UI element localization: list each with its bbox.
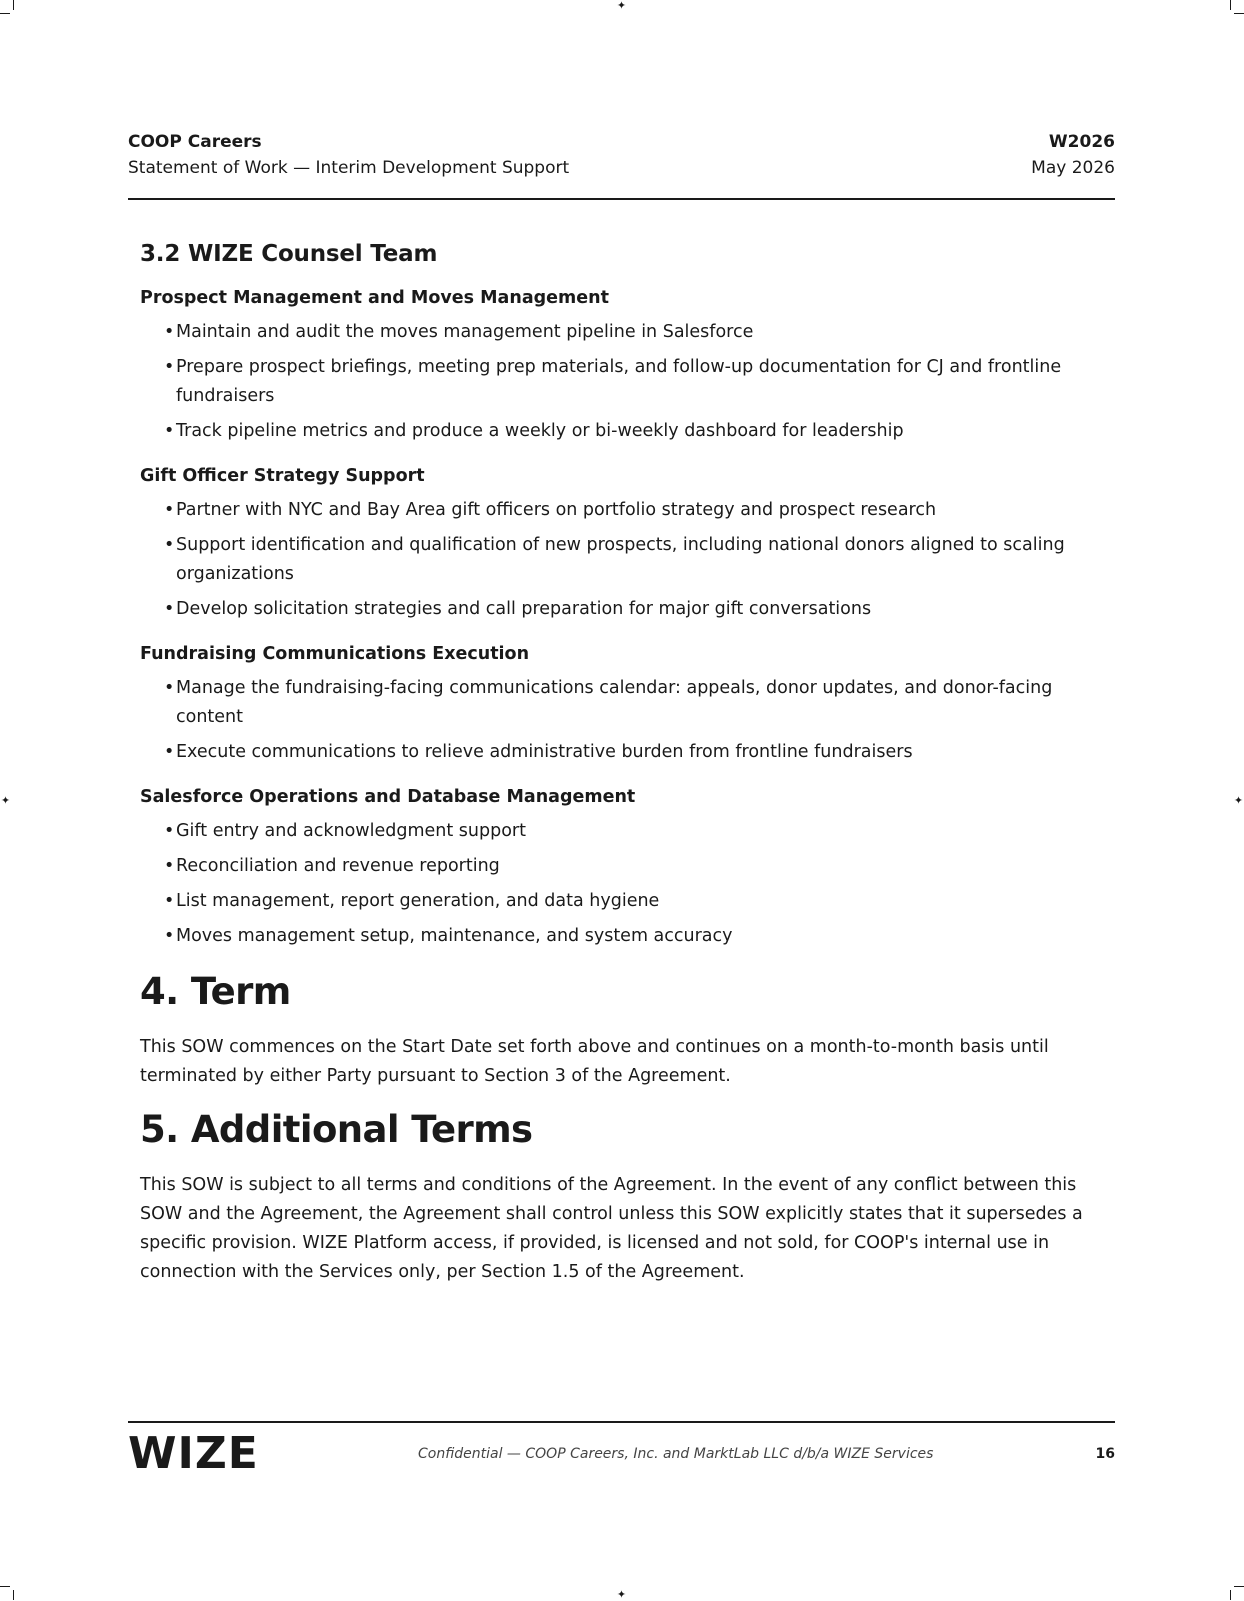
- responsibility-group: [140, 785, 1100, 951]
- header-divider: [128, 198, 1115, 200]
- bullet-list: [140, 318, 1100, 446]
- footer-divider: [128, 1421, 1115, 1423]
- list-item: • Support identification and qualification of new prospects, including national donors aligned to scaling organizations: [164, 531, 1100, 589]
- list-item: • List management, report generation, and data hygiene: [164, 887, 1100, 916]
- registration-mark-icon: ✦: [0, 794, 11, 807]
- list-item: • Moves management setup, maintenance, and system accuracy: [164, 922, 1100, 951]
- group-title: Gift Officer Strategy Support: [140, 466, 425, 486]
- confidentiality-note: Confidential — COOP Careers, Inc. and MarktLab LLC d/b/a WIZE Services: [418, 1446, 934, 1462]
- list-item: • Manage the fundraising-facing communications calendar: appeals, donor updates, and donor-facing content: [164, 674, 1100, 732]
- document-subtitle: Statement of Work — Interim Development Support: [128, 158, 570, 178]
- crop-mark: [0, 1586, 10, 1587]
- list-item: • Partner with NYC and Bay Area gift officers on portfolio strategy and prospect research: [164, 496, 1100, 525]
- bullet-list: [140, 817, 1100, 951]
- responsibility-group: [140, 286, 1100, 446]
- crop-mark: [1230, 0, 1231, 10]
- bullet-list: [140, 674, 1100, 767]
- crop-mark: [1230, 1590, 1231, 1600]
- crop-mark: [13, 1590, 14, 1600]
- header-left: [128, 131, 569, 180]
- registration-mark-icon: ✦: [616, 1588, 627, 1601]
- list-item: • Reconciliation and revenue reporting: [164, 852, 1100, 881]
- list-item: • Gift entry and acknowledgment support: [164, 817, 1100, 846]
- group-title: Prospect Management and Moves Management: [140, 288, 609, 308]
- list-item: • Maintain and audit the moves management pipeline in Salesforce: [164, 318, 1100, 347]
- list-item: • Prepare prospect briefings, meeting prep materials, and follow-up documentation for CJ and frontline fundraisers: [164, 353, 1100, 411]
- document-code: W2026: [1048, 132, 1115, 152]
- bullet-list: [140, 496, 1100, 624]
- section-title-term: 4. Term: [140, 970, 291, 1013]
- crop-mark: [13, 0, 14, 10]
- group-title: Fundraising Communications Execution: [140, 644, 530, 664]
- additional-terms-paragraph: This SOW is subject to all terms and conditions of the Agreement. In the event of any conflict between this SOW and the Agreement, the Agreement shall control unless this SOW explicitly states that it supersedes a specific provision. WIZE Platform access, if provided, is licensed and not sold, for COOP's internal use in connection with the Services only, per Section 1.5 of the Agreement.: [140, 1175, 1083, 1282]
- crop-mark: [0, 13, 10, 14]
- page-footer: [128, 1430, 1115, 1480]
- responsibility-group: [140, 642, 1100, 767]
- document-date: May 2026: [1031, 158, 1115, 178]
- header-right: [1031, 131, 1115, 180]
- responsibility-group: [140, 464, 1100, 624]
- list-item: • Track pipeline metrics and produce a weekly or bi-weekly dashboard for leadership: [164, 417, 1100, 446]
- subsection-title: 3.2 WIZE Counsel Team: [140, 241, 438, 267]
- registration-mark-icon: ✦: [616, 0, 627, 12]
- document-body: [140, 238, 1100, 1301]
- wize-logo: WIZE: [128, 1428, 259, 1479]
- organization-name: COOP Careers: [128, 132, 262, 152]
- term-paragraph: This SOW commences on the Start Date set forth above and continues on a month-to-month basis until terminated by either Party pursuant to Section 3 of the Agreement.: [140, 1037, 1049, 1086]
- crop-mark: [1234, 1586, 1244, 1587]
- page-number: 16: [1095, 1446, 1115, 1462]
- section-title-additional-terms: 5. Additional Terms: [140, 1108, 533, 1151]
- list-item: • Develop solicitation strategies and call preparation for major gift conversations: [164, 595, 1100, 624]
- registration-mark-icon: ✦: [1233, 794, 1244, 807]
- crop-mark: [1234, 13, 1244, 14]
- group-title: Salesforce Operations and Database Management: [140, 787, 636, 807]
- list-item: • Execute communications to relieve administrative burden from frontline fundraisers: [164, 738, 1100, 767]
